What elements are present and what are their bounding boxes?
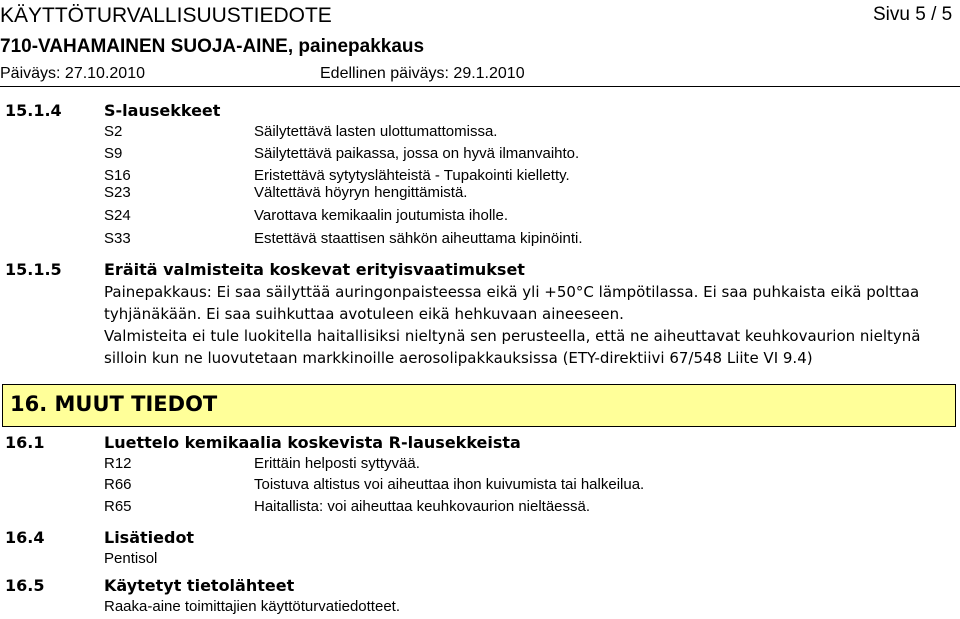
s-phrase-text: Säilytettävä lasten ulottumattomissa. (254, 123, 498, 140)
s-phrase-code: S2 (104, 123, 123, 140)
paragraph-line: silloin kun ne luovutetaan markkinoille aerosolipakkauksissa (ETY-direktiivi 67/548 Liite VI 9.4) (104, 349, 813, 367)
section-16-title: 16. MUUT TIEDOT (10, 392, 218, 416)
r-phrase-text: Toistuva altistus voi aiheuttaa ihon kuivumista tai halkeilua. (254, 476, 645, 493)
section-number-16-1: 16.1 (5, 433, 45, 452)
r-phrase-code: R12 (104, 455, 132, 472)
page-number: Sivu 5 / 5 (873, 4, 953, 25)
s-phrase-code: S23 (104, 184, 131, 201)
issue-date: Päiväys: 27.10.2010 (0, 65, 145, 82)
r-phrase-text: Erittäin helposti syttyvää. (254, 455, 420, 472)
section-title-sources: Käytetyt tietolähteet (104, 576, 295, 595)
s-phrase-code: S9 (104, 145, 123, 162)
r-phrase-code: R65 (104, 498, 132, 515)
section-title-r-phrases: Luettelo kemikaalia koskevista R-lausekkeista (104, 433, 521, 452)
header-divider (0, 86, 960, 87)
section-number-16-5: 16.5 (5, 576, 45, 595)
s-phrase-code: S16 (104, 167, 131, 184)
s-phrase-code: S24 (104, 207, 131, 224)
section-number-16-4: 16.4 (5, 528, 45, 547)
section-title-special-requirements: Eräitä valmisteita koskevat erityisvaatimukset (104, 260, 525, 279)
section-number-15-1-4: 15.1.4 (5, 101, 62, 120)
previous-date: Edellinen päiväys: 29.1.2010 (320, 65, 525, 82)
r-phrase-code: R66 (104, 476, 132, 493)
s-phrase-text: Varottava kemikaalin joutumista iholle. (254, 207, 509, 224)
section-number-15-1-5: 15.1.5 (5, 260, 62, 279)
paragraph-line: Valmisteita ei tule luokitella haitallisiksi nieltynä sen perusteella, että ne aiheuttavat keuhkovaurion nieltynä (104, 327, 921, 345)
section-title-s-phrases: S-lausekkeet (104, 101, 221, 120)
s-phrase-code: S33 (104, 230, 131, 247)
paragraph-line: tyhjänäkään. Ei saa suihkuttaa avotuleen eikä hehkuvaan aineeseen. (104, 305, 624, 323)
section-16-banner (2, 384, 956, 427)
s-phrase-text: Vältettävä höyryn hengittämistä. (254, 184, 468, 201)
s-phrase-text: Eristettävä sytytyslähteistä - Tupakointi kielletty. (254, 167, 570, 184)
paragraph-line: Painepakkaus: Ei saa säilyttää auringonpaisteessa eikä yli +50°C lämpötilassa. Ei saa puhkaista eikä polttaa (104, 283, 920, 301)
s-phrase-text: Säilytettävä paikassa, jossa on hyvä ilmanvaihto. (254, 145, 580, 162)
additional-info-text: Pentisol (104, 550, 158, 567)
document-title: KÄYTTÖTURVALLISUUSTIEDOTE (0, 4, 332, 27)
r-phrase-text: Haitallista: voi aiheuttaa keuhkovaurion nieltäessä. (254, 498, 591, 515)
product-name: 710-VAHAMAINEN SUOJA-AINE, painepakkaus (0, 36, 425, 57)
section-title-additional-info: Lisätiedot (104, 528, 195, 547)
s-phrase-text: Estettävä staattisen sähkön aiheuttama kipinöinti. (254, 230, 583, 247)
sources-text: Raaka-aine toimittajien käyttöturvatiedotteet. (104, 598, 400, 615)
